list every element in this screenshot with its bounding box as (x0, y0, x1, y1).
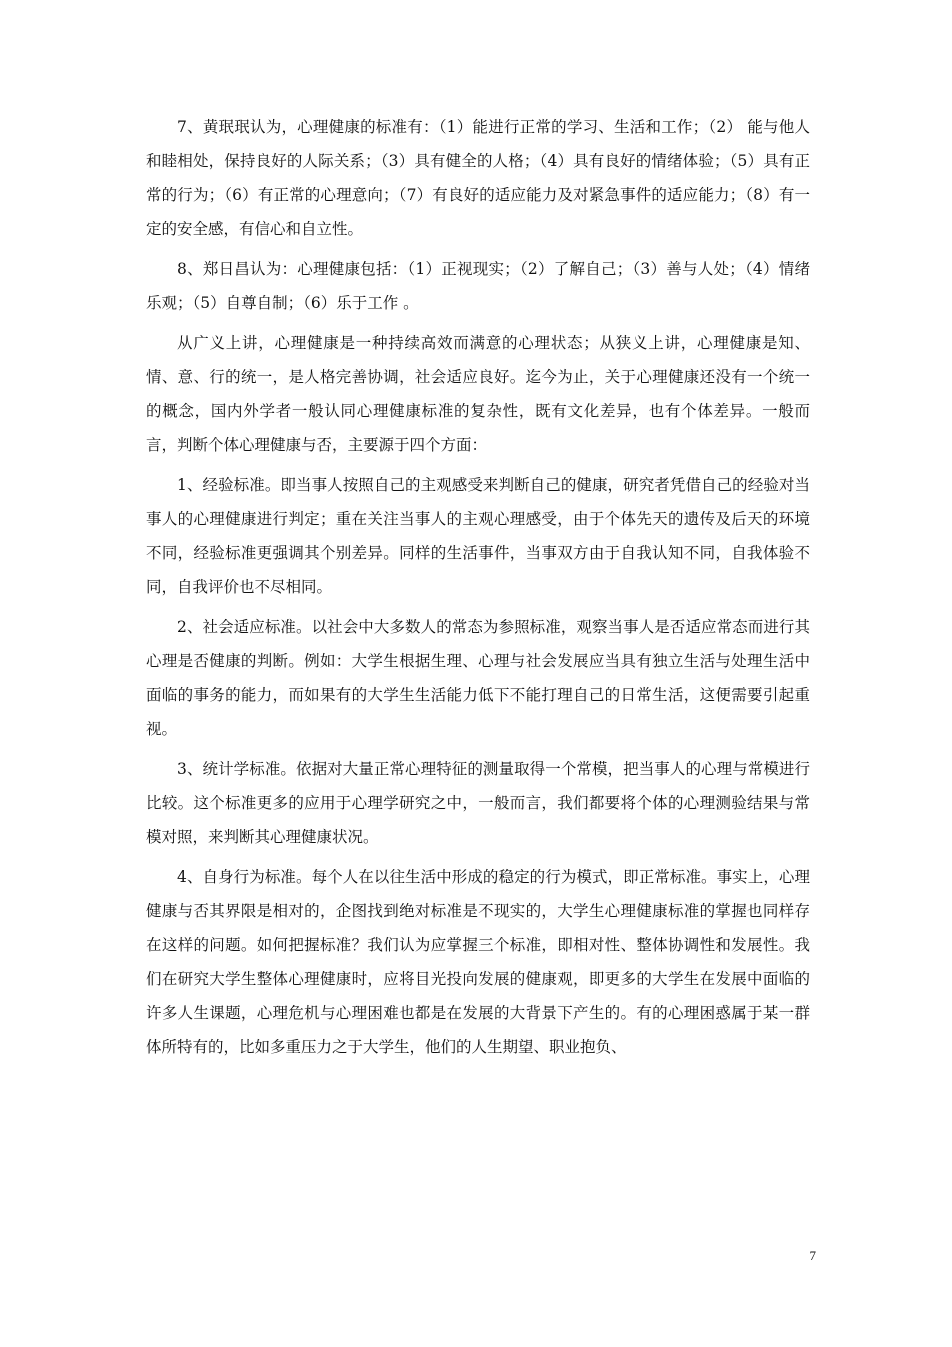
paragraph-zheng-standards: 8、郑日昌认为：心理健康包括：（1）正视现实；（2）了解自己；（3）善与人处；（4）情绪乐观；（5）自尊自制；（6）乐于工作 。 (146, 260, 810, 312)
paragraph-experience-standard: 1、经验标准。即当事人按照自己的主观感受来判断自己的健康，研究者凭借自己的经验对当事人的心理健康进行判定；重在关注当事人的主观心理感受，由于个体先天的遗传及后天的环境不同，经验标准更强调其个别差异。同样的生活事件，当事双方由于自我认知不同，自我体验不同，自我评价也不尽相同。 (146, 476, 810, 596)
body-text (146, 110, 810, 1070)
paragraph-statistical-standard: 3、统计学标准。依据对大量正常心理特征的测量取得一个常模，把当事人的心理与常模进行比较。这个标准更多的应用于心理学研究之中，一般而言，我们都要将个体的心理测验结果与常模对照，来判断其心理健康状况。 (146, 760, 810, 846)
paragraph-huang-standards: 7、黄珉珉认为，心理健康的标准有：（1）能进行正常的学习、生活和工作；（2） 能与他人和睦相处，保持良好的人际关系；（3）具有健全的人格；（4）具有良好的情绪体验；（5）具有正常的行为；（6）有正常的心理意向；（7）有良好的适应能力及对紧急事件的适应能力；（8）有一定的安全感，有信心和自立性。 (146, 118, 810, 238)
page-number: 7 (809, 1248, 816, 1263)
paragraph-definition: 从广义上讲，心理健康是一种持续高效而满意的心理状态；从狭义上讲，心理健康是知、情、意、行的统一，是人格完善协调，社会适应良好。迄今为止，关于心理健康还没有一个统一的概念，国内外学者一般认同心理健康标准的复杂性，既有文化差异，也有个体差异。一般而言，判断个体心理健康与否，主要源于四个方面： (146, 334, 810, 454)
paragraph-social-adaptation-standard: 2、社会适应标准。以社会中大多数人的常态为参照标准，观察当事人是否适应常态而进行其心理是否健康的判断。例如：大学生根据生理、心理与社会发展应当具有独立生活与处理生活中面临的事务的能力，而如果有的大学生生活能力低下不能打理自己的日常生活，这便需要引起重视。 (146, 618, 810, 738)
paragraph-self-behavior-standard: 4、自身行为标准。每个人在以往生活中形成的稳定的行为模式，即正常标准。事实上，心理健康与否其界限是相对的，企图找到绝对标准是不现实的，大学生心理健康标准的掌握也同样存在这样的问题。如何把握标准？我们认为应掌握三个标准，即相对性、整体协调性和发展性。我们在研究大学生整体心理健康时，应将目光投向发展的健康观，即更多的大学生在发展中面临的许多人生课题，心理危机与心理困难也都是在发展的大背景下产生的。有的心理困惑属于某一群体所特有的，比如多重压力之于大学生，他们的人生期望、职业抱负、 (146, 868, 810, 1056)
